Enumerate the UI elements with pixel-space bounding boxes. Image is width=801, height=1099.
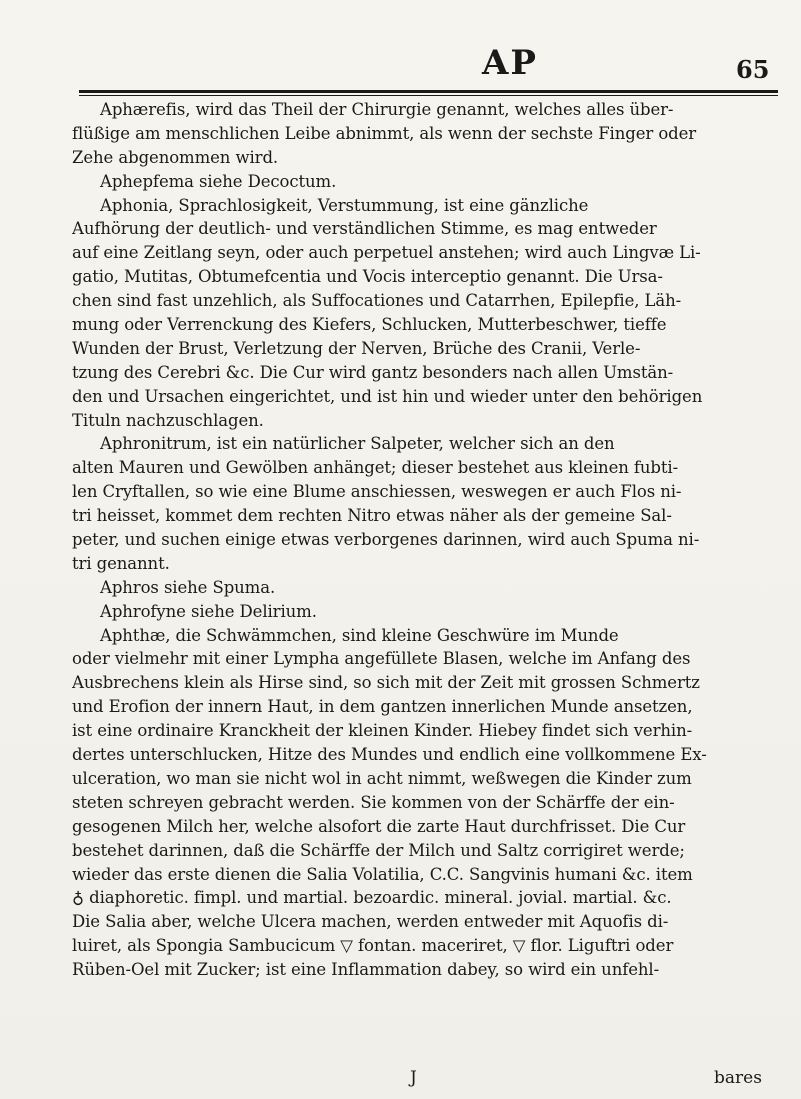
text-line: Rüben-Oel mit Zucker; ist eine Inflammation dabey, so wird ein unfehl-: [72, 960, 660, 980]
text-line: Wunden der Brust, Verletzung der Nerven, Brüche des Cranii, Verle-: [72, 338, 641, 358]
page-number: 65: [736, 55, 770, 84]
text-line: Ausbrechens klein als Hirse sind, so sich mit der Zeit mit grossen Schmertz: [72, 673, 700, 693]
text-line: Die Salia aber, welche Ulcera machen, werden entweder mit Aquofis di-: [72, 912, 669, 932]
text-line: wieder das erste dienen die Salia Volatilia, C.C. Sangvinis humani &c. item: [72, 864, 693, 884]
text-line: ♁ diaphoretic. fimpl. und martial. bezoardic. mineral. jovial. martial. &c.: [72, 888, 672, 908]
text-line: Aphros siehe Spuma.: [100, 577, 276, 597]
text-line: Aphthæ, die Schwämmchen, sind kleine Geschwüre im Munde: [100, 625, 619, 645]
text-line: gatio, Mutitas, Obtumefcentia und Vocis interceptio genannt. Die Ursa-: [72, 267, 663, 287]
text-line: oder vielmehr mit einer Lympha angefüllete Blasen, welche im Anfang des: [72, 649, 691, 669]
text-line: gesogenen Milch her, welche alsofort die zarte Haut durchfrisset. Die Cur: [72, 816, 686, 836]
text-line: den und Ursachen eingerichtet, und ist hin und wieder unter den behörigen: [72, 386, 703, 406]
signature-mark: J: [410, 1068, 417, 1088]
running-head: AP: [482, 43, 538, 83]
text-line: Aufhörung der deutlich- und verständlichen Stimme, es mag entweder: [72, 219, 657, 239]
text-line: Aphronitrum, ist ein natürlicher Salpeter, welcher sich an den: [100, 434, 615, 454]
text-line: Aphepfema siehe Decoctum.: [100, 171, 337, 191]
header-rule: [79, 90, 778, 93]
text-line: tzung des Cerebri &c. Die Cur wird gantz besonders nach allen Umstän-: [72, 362, 674, 382]
text-line: Tituln nachzuschlagen.: [72, 410, 264, 430]
text-line: peter, und suchen einige etwas verborgenes darinnen, wird auch Spuma ni-: [72, 530, 700, 550]
text-line: chen sind fast unzehlich, als Suffocationes und Catarrhen, Epilepfie, Läh-: [72, 291, 682, 311]
text-line: Zehe abgenommen wird.: [72, 147, 279, 167]
text-line: ist eine ordinaire Kranckheit der kleinen Kinder. Hiebey findet sich verhin-: [72, 721, 693, 741]
body-text: [72, 98, 784, 982]
page-header: [0, 6, 801, 86]
catchword: bares: [714, 1068, 762, 1088]
text-line: bestehet darinnen, daß die Schärffe der Milch und Saltz corrigiret werde;: [72, 840, 685, 860]
text-line: mung oder Verrenckung des Kiefers, Schlucken, Mutterbeschwer, tieffe: [72, 315, 667, 335]
text-line: dertes unterschlucken, Hitze des Mundes und endlich eine vollkommene Ex-: [72, 745, 707, 765]
text-line: tri genannt.: [72, 553, 170, 573]
text-line: steten schreyen gebracht werden. Sie kommen von der Schärffe der ein-: [72, 792, 675, 812]
text-line: luiret, als Spongia Sambucicum ▽ fontan. maceriret, ▽ flor. Liguftri oder: [72, 936, 674, 956]
text-line: Aphonia, Sprachlosigkeit, Verstummung, ist eine gänzliche: [100, 195, 589, 215]
text-line: und Erofion der innern Haut, in dem gantzen innerlichen Munde ansetzen,: [72, 697, 693, 717]
header-rule-thin: [79, 95, 778, 96]
text-line: alten Mauren und Gewölben anhänget; dieser bestehet aus kleinen fubti-: [72, 458, 679, 478]
text-line: len Cryftallen, so wie eine Blume anschiessen, weswegen er auch Flos ni-: [72, 482, 682, 502]
text-line: auf eine Zeitlang seyn, oder auch perpetuel anstehen; wird auch Lingvæ Li-: [72, 243, 701, 263]
text-line: Aphærefis, wird das Theil der Chirurgie genannt, welches alles über-: [100, 100, 674, 119]
text-line: flüßige am menschlichen Leibe abnimmt, als wenn der sechste Finger oder: [72, 123, 697, 143]
text-line: tri heisset, kommet dem rechten Nitro etwas näher als der gemeine Sal-: [72, 506, 672, 526]
text-line: Aphrofyne siehe Delirium.: [100, 601, 317, 621]
text-line: ulceration, wo man sie nicht wol in acht nimmt, weßwegen die Kinder zum: [72, 768, 692, 788]
